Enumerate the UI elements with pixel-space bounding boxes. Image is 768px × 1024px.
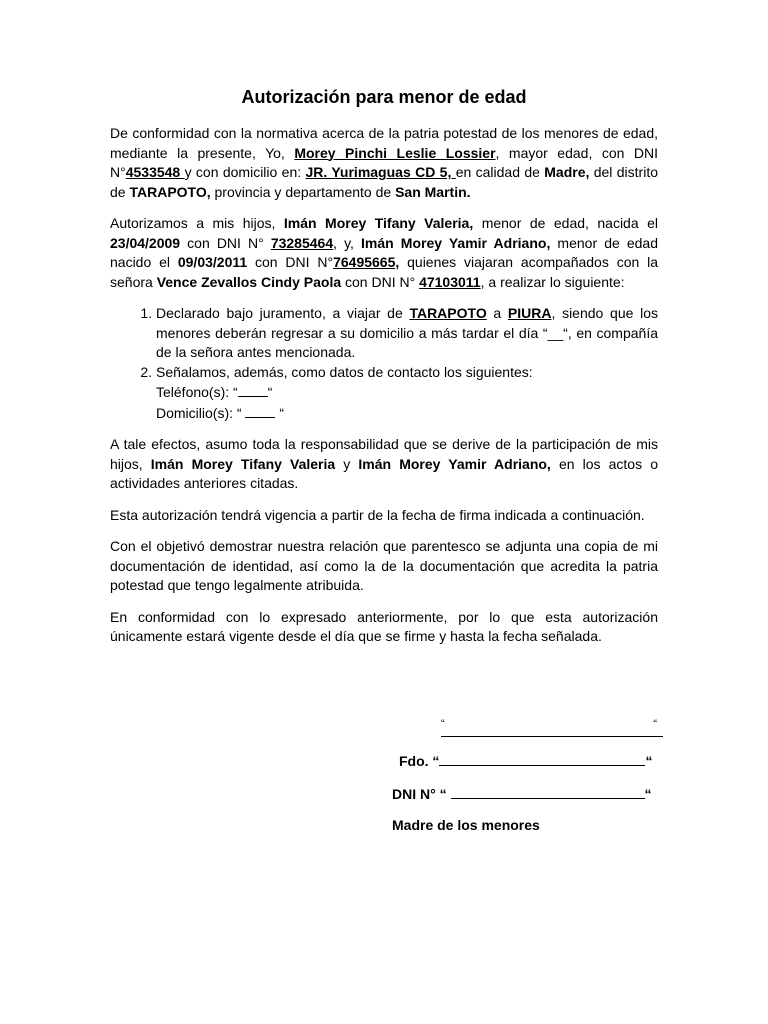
companion-name: Vence Zevallos Cindy Paola	[156, 273, 342, 290]
text: “	[653, 718, 657, 730]
declarant-dni: 4533548	[125, 164, 185, 180]
signature-fdo	[399, 753, 652, 769]
text: , mayor edad, con DNI N°	[110, 144, 659, 180]
region: San Martin.	[395, 183, 471, 200]
declarant-role: Madre,	[544, 164, 590, 180]
text: en calidad de	[455, 164, 545, 180]
text: con DNI N°	[341, 273, 420, 290]
child2-name: Imán Morey Yamir Adriano,	[358, 455, 551, 472]
text: en los actos o actividades anteriores citadas.	[110, 455, 658, 491]
fdo-blank	[439, 753, 645, 766]
text: provincia y departamento de	[210, 183, 396, 200]
companion-dni: 47103011	[419, 273, 481, 290]
home-line	[156, 403, 658, 424]
text: “	[645, 753, 653, 769]
travel-origin: TARAPOTO	[409, 305, 487, 321]
fdo-label: Fdo. “	[399, 753, 440, 769]
list-item	[156, 304, 658, 363]
text: Autorizamos a mis hijos,	[110, 215, 284, 231]
home-label: Domicilio(s): “	[156, 404, 246, 421]
text: A tale efectos, asumo toda la responsabilidad que se derive de la participación de mis hijos,	[110, 436, 658, 472]
document-body	[110, 86, 658, 659]
phone-label: Teléfono(s): “	[156, 384, 238, 400]
text: , y,	[333, 234, 362, 251]
declarant-name: Morey Pinchi Leslie Lossier	[294, 144, 496, 161]
district: TARAPOTO,	[129, 183, 211, 200]
list-item	[156, 363, 658, 424]
conditions-list	[110, 304, 658, 423]
text: “	[275, 404, 285, 421]
text: De conformidad con la normativa acerca de la patria potestad de los menores de edad, mediante la presente, Yo,	[110, 125, 658, 161]
home-blank	[245, 403, 275, 418]
phone-blank	[238, 382, 268, 397]
paragraph-conformity: En conformidad con lo expresado anteriormente, por lo que esta autorización únicamente estará vigente desde el día que se firme y hasta la fecha señalada.	[110, 608, 658, 644]
text: Señalamos, además, como datos de contacto los siguientes:	[156, 363, 533, 380]
paragraph-responsibility	[110, 435, 658, 494]
text: “	[267, 384, 273, 400]
child1-dni: 73285464	[270, 234, 334, 251]
text: , siendo que los menores deberán regresar a su domicilio a más tardar el día “__“, en compañía de la señora antes mencionada.	[156, 305, 658, 360]
signature-caption: Madre de los menores	[392, 817, 540, 833]
text: , a realizar lo siguiente:	[480, 273, 625, 290]
phone-line	[156, 382, 658, 403]
text: quienes viajaran acompañados con la señora	[110, 254, 659, 290]
text: y con domicilio en:	[184, 164, 306, 180]
text: a	[486, 305, 508, 321]
text: “	[644, 786, 652, 802]
signature-line	[441, 718, 663, 737]
text: del distrito de	[110, 164, 658, 200]
signature-dni	[392, 786, 652, 802]
dni-blank	[451, 786, 645, 799]
text: Declarado bajo juramento, a viajar de	[156, 305, 410, 321]
text: y	[335, 455, 359, 472]
paragraph-authorization	[110, 214, 658, 292]
child2-dob: 09/03/2011	[177, 254, 248, 270]
declarant-address: JR. Yurimaguas CD 5,	[305, 164, 456, 180]
text: menor de edad nacido el	[110, 234, 658, 270]
travel-destination: PIURA	[507, 305, 552, 321]
text: con DNI N°	[180, 234, 271, 251]
child1-dob: 23/04/2009	[110, 234, 181, 251]
child1-name: Imán Morey Tifany Valeria,	[283, 215, 474, 231]
child1-name: Imán Morey Tifany Valeria	[150, 455, 336, 472]
paragraph-documentation: Con el objetivó demostrar nuestra relación que parentesco se adjunta una copia de mi documentación de identidad, así como la de la documentación que acredita la patria potestad que tengo legalmente atribuida.	[110, 538, 658, 593]
text: “	[441, 718, 445, 730]
text: menor de edad, nacida el	[473, 215, 658, 231]
paragraph-declarant	[110, 124, 658, 202]
text: con DNI N°	[247, 254, 334, 270]
dni-label: DNI N° “	[392, 786, 451, 802]
child2-name: Imán Morey Yamir Adriano,	[361, 234, 551, 251]
document-title: Autorización para menor de edad	[241, 87, 527, 107]
paragraph-validity: Esta autorización tendrá vigencia a partir de la fecha de firma indicada a continuación.	[110, 506, 645, 523]
child2-dni: 76495665,	[333, 254, 400, 270]
